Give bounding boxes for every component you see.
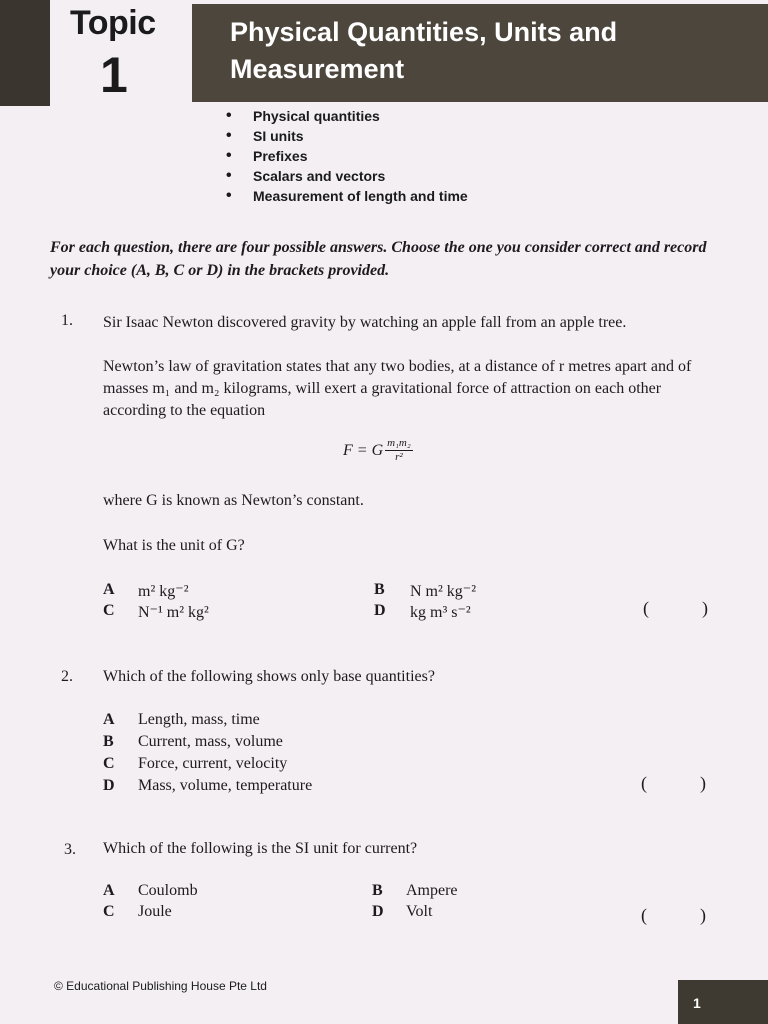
option-text-a[interactable]: m² kg⁻² xyxy=(138,583,189,600)
option-letter-a: A xyxy=(103,581,115,598)
option-letter-a: A xyxy=(103,882,115,899)
answer-bracket-close[interactable]: ) xyxy=(700,773,706,793)
option-letter-c: C xyxy=(103,602,115,619)
equation-denominator: r² xyxy=(395,451,403,463)
option-text-c[interactable]: Force, current, velocity xyxy=(138,755,288,772)
option-text-b[interactable]: Ampere xyxy=(406,882,458,899)
answer-bracket-close[interactable]: ) xyxy=(700,905,706,925)
option-letter-d: D xyxy=(372,903,384,920)
option-letter-d: D xyxy=(374,602,386,619)
bullet-item: • Physical quantities xyxy=(226,106,468,126)
question-number: 2. xyxy=(61,668,73,685)
option-text-b[interactable]: N m² kg⁻² xyxy=(410,583,477,600)
option-text-c[interactable]: Joule xyxy=(138,903,172,920)
left-tab xyxy=(0,0,50,106)
page-number-box xyxy=(678,980,768,1024)
question-number: 1. xyxy=(61,312,73,329)
option-text-d[interactable]: Volt xyxy=(406,903,433,920)
option-letter-b: B xyxy=(374,581,385,598)
question-text: Which of the following shows only base quantities? xyxy=(103,668,435,685)
answer-bracket-open[interactable]: ( xyxy=(641,905,647,925)
answer-bracket-open[interactable]: ( xyxy=(641,773,647,793)
question-text: What is the unit of G? xyxy=(103,537,245,554)
topic-bullet-list xyxy=(226,106,468,206)
equation-note: where G is known as Newton’s constant. xyxy=(103,492,364,509)
equation-numerator: m₁m₂ xyxy=(387,437,411,449)
question-paragraph: Newton’s law of gravitation states that any two bodies, at a distance of r metres apart and of masses m₁ and m₂ kilograms, will exert a gravitational force of attraction on each other according to the equation xyxy=(103,358,692,419)
option-letter-b: B xyxy=(372,882,383,899)
option-text-d[interactable]: kg m³ s⁻² xyxy=(410,604,471,621)
answer-bracket-close[interactable]: ) xyxy=(702,598,708,618)
page-number: 1 xyxy=(693,995,701,1011)
instructions: For each question, there are four possible answers. Choose the one you consider correct and record your choice (A, B, C or D) in the brackets provided. xyxy=(50,239,707,279)
option-text-b[interactable]: Current, mass, volume xyxy=(138,733,283,750)
equation-fraction xyxy=(385,437,413,464)
answer-bracket-open[interactable]: ( xyxy=(643,598,649,618)
copyright-footer: © Educational Publishing House Pte Ltd xyxy=(54,979,267,993)
option-letter-a: A xyxy=(103,711,115,728)
equation-lhs: F = G xyxy=(343,441,384,459)
topic-label: Topic xyxy=(70,4,156,42)
question-text: Which of the following is the SI unit for current? xyxy=(103,840,418,857)
bullet-item: • Prefixes xyxy=(226,146,468,166)
bullet-item: • Measurement of length and time xyxy=(226,186,468,206)
option-text-c[interactable]: N⁻¹ m² kg² xyxy=(138,604,209,621)
option-letter-d: D xyxy=(103,777,115,794)
bullet-item: • SI units xyxy=(226,126,468,146)
topic-number: 1 xyxy=(100,47,128,103)
question-intro: Sir Isaac Newton discovered gravity by watching an apple fall from an apple tree. xyxy=(103,314,627,331)
option-letter-c: C xyxy=(103,903,115,920)
option-letter-b: B xyxy=(103,733,114,750)
option-letter-c: C xyxy=(103,755,115,772)
gravitation-equation xyxy=(343,437,413,464)
option-text-a[interactable]: Coulomb xyxy=(138,882,198,899)
chapter-title: Physical Quantities, Units and Measurement xyxy=(230,17,618,84)
bullet-item: • Scalars and vectors xyxy=(226,166,468,186)
option-text-d[interactable]: Mass, volume, temperature xyxy=(138,777,313,794)
question-number: 3. xyxy=(64,841,76,858)
option-text-a[interactable]: Length, mass, time xyxy=(138,711,260,728)
